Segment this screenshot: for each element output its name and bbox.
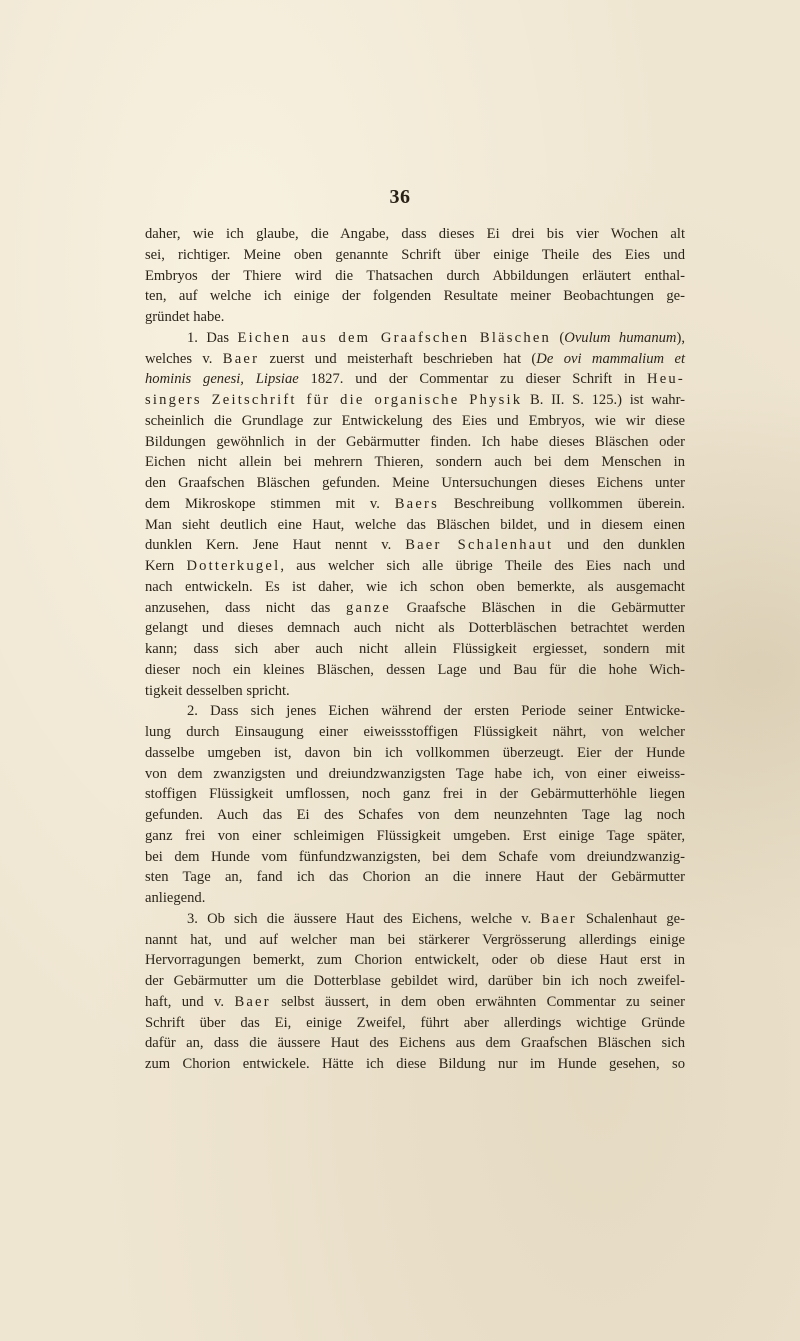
text-segment: Graafsche Bläschen in die Gebärmutter: [390, 599, 685, 616]
text-line: [145, 452, 685, 473]
italic-text: Ovulum humanum: [564, 329, 677, 346]
text-line: [145, 784, 685, 805]
text-segment: bei dem Hunde vom fünfundzwanzigsten, bei dem Schafe vom dreiundzwanzig-: [145, 848, 685, 865]
text-line: [145, 847, 685, 868]
text-line: [145, 950, 685, 971]
spaced-emphasis-text: Heu-: [647, 371, 685, 388]
text-segment: der Gebärmutter um die Dotterblase gebildet wird, darüber bin ich noch zweifel-: [145, 973, 685, 989]
text-line: [145, 992, 685, 1013]
text-segment: dasselbe umgeben ist, davon bin ich vollkommen überzeugt. Eier der Hunde: [145, 744, 685, 761]
text-segment: ganz frei von einer schleimigen Flüssigkeit umgeben. Erst einige Tage später,: [145, 827, 685, 844]
page-number: 36: [389, 186, 411, 208]
body-text: [145, 224, 685, 1075]
text-segment: anzusehen, dass nicht das: [145, 599, 346, 616]
text-line: [145, 556, 685, 577]
text-line: [145, 681, 685, 702]
text-line: [145, 598, 685, 619]
text-segment: Beschreibung vollkommen überein.: [438, 495, 686, 512]
italic-text: De ovi mammalium et: [536, 350, 685, 367]
text-segment: dem Mikroskope stimmen mit v.: [145, 495, 395, 512]
text-segment: 1827. und der Commentar zu dieser Schrift in: [298, 371, 647, 388]
text-segment: selbst äussert, in dem oben erwähnten Commentar zu seiner: [270, 993, 685, 1010]
text-segment: 1. Das: [187, 329, 238, 346]
text-segment: daher, wie ich glaube, die Angabe, dass dieses Ei drei bis vier Wochen alt: [145, 226, 685, 242]
text-segment: nach entwickeln. Es ist daher, wie ich schon oben bemerkte, als ausgemacht: [145, 578, 685, 595]
spaced-emphasis-text: Baer Schalenhaut: [405, 537, 554, 554]
text-line: [145, 266, 685, 287]
text-line: [145, 411, 685, 432]
spaced-emphasis-text: Dotterkugel: [186, 558, 281, 574]
spaced-emphasis-text: Baer: [222, 350, 260, 367]
text-segment: Hervorragungen bemerkt, zum Chorion entwickelt, oder ob diese Haut erst in: [145, 952, 685, 969]
text-line: [145, 722, 685, 743]
text-segment: welches v.: [145, 350, 223, 367]
text-segment: ten, auf welche ich einige der folgenden Resultate meiner Beobachtungen ge-: [145, 288, 685, 305]
text-segment: 2. Dass sich jenes Eichen während der ersten Periode seiner Entwicke-: [187, 703, 685, 720]
text-line: [145, 390, 685, 411]
text-line: [145, 660, 685, 681]
text-line: [145, 743, 685, 764]
text-line: [145, 494, 685, 515]
text-segment: lung durch Einsaugung einer eiweissstoffigen Flüssigkeit nährt, von welcher: [145, 724, 685, 740]
text-line: [145, 639, 685, 660]
text-line: [145, 307, 685, 328]
spaced-emphasis-text: ganze: [345, 599, 391, 616]
text-segment: dieser noch ein kleines Bläschen, dessen Lage und Bau für die hohe Wich-: [145, 661, 685, 678]
text-segment: Eichen nicht allein bei mehrern Thieren, sondern auch bei dem Menschen in: [145, 454, 685, 471]
text-line: [145, 888, 685, 909]
text-line: [145, 535, 685, 556]
text-segment: tigkeit desselben spricht.: [145, 682, 290, 699]
text-segment: nannt hat, und auf welcher man bei stärkerer Vergrösserung allerdings einige: [145, 931, 685, 948]
spaced-emphasis-text: Baer: [540, 910, 577, 927]
text-line: [145, 805, 685, 826]
text-segment: Embryos der Thiere wird die Thatsachen durch Abbildungen erläutert enthal-: [145, 267, 685, 284]
text-line: [145, 764, 685, 785]
text-line: [145, 1013, 685, 1034]
text-segment: zuerst und meisterhaft beschrieben hat (: [259, 350, 537, 367]
text-line: [145, 473, 685, 494]
text-line: [145, 515, 685, 536]
spaced-emphasis-text: Baer: [234, 993, 271, 1010]
text-segment: sten Tage an, fand ich das Chorion an die innere Haut der Gebärmutter: [145, 869, 685, 886]
text-segment: Kern: [145, 558, 187, 574]
text-line: [145, 432, 685, 453]
text-line: [145, 369, 685, 390]
text-line: [145, 286, 685, 307]
text-segment: von dem zwanzigsten und dreiundzwanzigsten Tage habe ich, von einer eiweiss-: [145, 765, 685, 782]
text-line: [145, 971, 685, 992]
text-segment: scheinlich die Grundlage zur Entwickelung des Eies und Embryos, wie wir diese: [145, 412, 685, 429]
italic-text: hominis genesi, Lipsiae: [145, 371, 299, 388]
text-segment: haft, und v.: [145, 993, 235, 1010]
spaced-emphasis-text: Eichen aus dem Graafschen Bläschen: [237, 329, 551, 346]
text-line: [145, 1054, 685, 1075]
text-line: [145, 909, 685, 930]
text-line: [145, 701, 685, 722]
text-line: [145, 867, 685, 888]
text-segment: den Graafschen Bläschen gefunden. Meine Untersuchungen dieses Eichens unter: [145, 475, 685, 491]
text-line: [145, 618, 685, 639]
text-segment: und den dunklen: [553, 537, 685, 554]
text-line: [145, 1033, 685, 1054]
text-segment: , aus welcher sich alle übrige Theile des Eies nach und: [280, 558, 686, 574]
text-segment: kann; dass sich aber auch nicht allein Flüssigkeit ergiesset, sondern mit: [145, 641, 685, 657]
text-line: [145, 328, 685, 349]
text-segment: zum Chorion entwickele. Hätte ich diese Bildung nur im Hunde gesehen, so: [145, 1056, 685, 1072]
text-segment: B. II. S. 125.) ist wahr-: [522, 392, 685, 408]
text-segment: Schrift über das Ei, einige Zweifel, führt aber allerdings wichtige Gründe: [145, 1014, 685, 1031]
text-line: [145, 930, 685, 951]
text-line: [145, 224, 685, 245]
text-segment: Bildungen gewöhnlich in der Gebärmutter finden. Ich habe dieses Bläschen oder: [145, 433, 685, 450]
text-segment: gefunden. Auch das Ei des Schafes von dem neunzehnten Tage lag noch: [145, 807, 685, 823]
text-line: [145, 826, 685, 847]
text-segment: (: [551, 329, 565, 346]
text-segment: gelangt und dieses demnach auch nicht als Dotterbläschen betrachtet werden: [145, 620, 685, 637]
text-line: [145, 245, 685, 266]
text-segment: ),: [676, 329, 685, 346]
text-segment: sei, richtiger. Meine oben genannte Schrift über einige Theile des Eies und: [145, 246, 685, 263]
spaced-emphasis-text: Baers: [394, 495, 439, 512]
text-segment: stoffigen Flüssigkeit umflossen, noch ganz frei in der Gebärmutterhöhle liegen: [145, 786, 685, 803]
text-line: [145, 349, 685, 370]
text-segment: dunklen Kern. Jene Haut nennt v.: [145, 537, 406, 554]
text-segment: Man sieht deutlich eine Haut, welche das Bläschen bildet, und in diesem einen: [145, 516, 685, 533]
text-segment: anliegend.: [145, 890, 206, 906]
spaced-emphasis-text: singers Zeitschrift für die organische Physik: [145, 392, 523, 408]
text-segment: 3. Ob sich die äussere Haut des Eichens, welche v.: [187, 910, 541, 927]
text-segment: Schalenhaut ge-: [576, 910, 685, 927]
text-segment: gründet habe.: [145, 309, 225, 325]
text-segment: dafür an, dass die äussere Haut des Eichens aus dem Graafschen Bläschen sich: [145, 1035, 685, 1052]
text-line: [145, 577, 685, 598]
